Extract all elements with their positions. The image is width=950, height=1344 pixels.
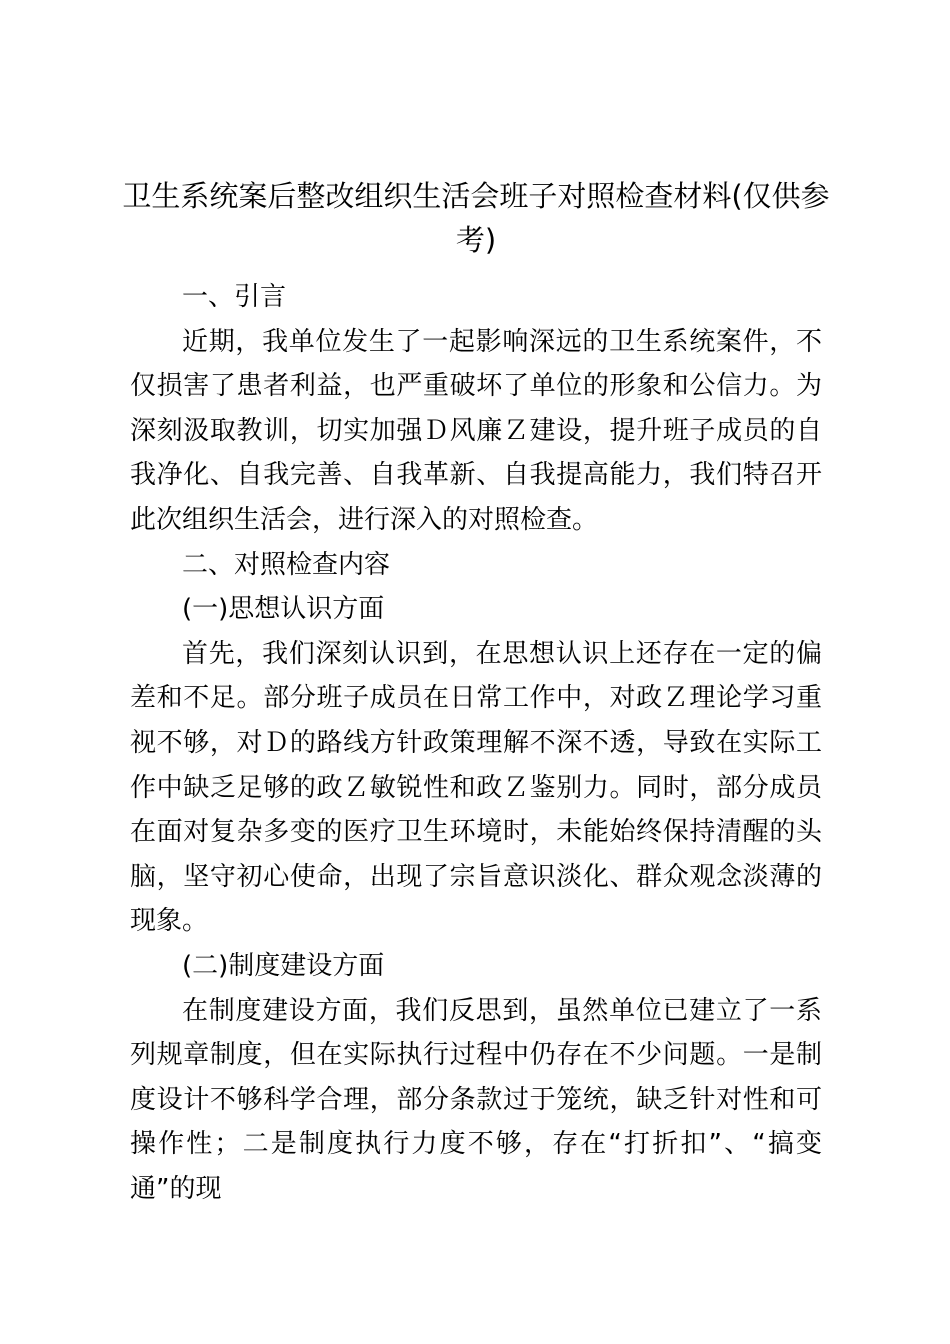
document-title: 卫生系统案后整改组织生活会班子对照检查材料(仅供参考) <box>122 179 830 257</box>
section-heading-introduction: 一、引言 <box>182 282 287 312</box>
section-heading-review-content: 二、对照检查内容 <box>182 549 391 580</box>
subsection-heading-ideology: (一)思想认识方面 <box>182 594 385 625</box>
subsection-heading-institutions: (二)制度建设方面 <box>182 950 385 981</box>
document-body <box>130 275 822 1211</box>
body-paragraph: 首先，我们深刻认识到，在思想认识上还存在一定的偏差和不足。部分班子成员在日常工作中，对政Ｚ理论学习重视不够，对Ｄ的路线方针政策理解不深不透，导致在实际工作中缺乏足够的政Ｚ敏锐性和政Ｚ鉴别力。同时，部分成员在面对复杂多变的医疗卫生环境时，未能始终保持清醒的头脑，坚守初心使命，出现了宗旨意识淡化、群众观念淡薄的现象。 <box>130 638 822 937</box>
body-paragraph: 在制度建设方面，我们反思到，虽然单位已建立了一系列规章制度，但在实际执行过程中仍存在不少问题。一是制度设计不够科学合理，部分条款过于笼统，缺乏针对性和可操作性；二是制度执行力度不够，存在“打折扣”、“搞变通”的现 <box>130 995 822 1204</box>
body-paragraph: 近期，我单位发生了一起影响深远的卫生系统案件，不仅损害了患者利益，也严重破坏了单位的形象和公信力。为深刻汲取教训，切实加强Ｄ风廉Ｚ建设，提升班子成员的自我净化、自我完善、自我革新、自我提高能力，我们特召开此次组织生活会，进行深入的对照检查。 <box>130 326 822 535</box>
